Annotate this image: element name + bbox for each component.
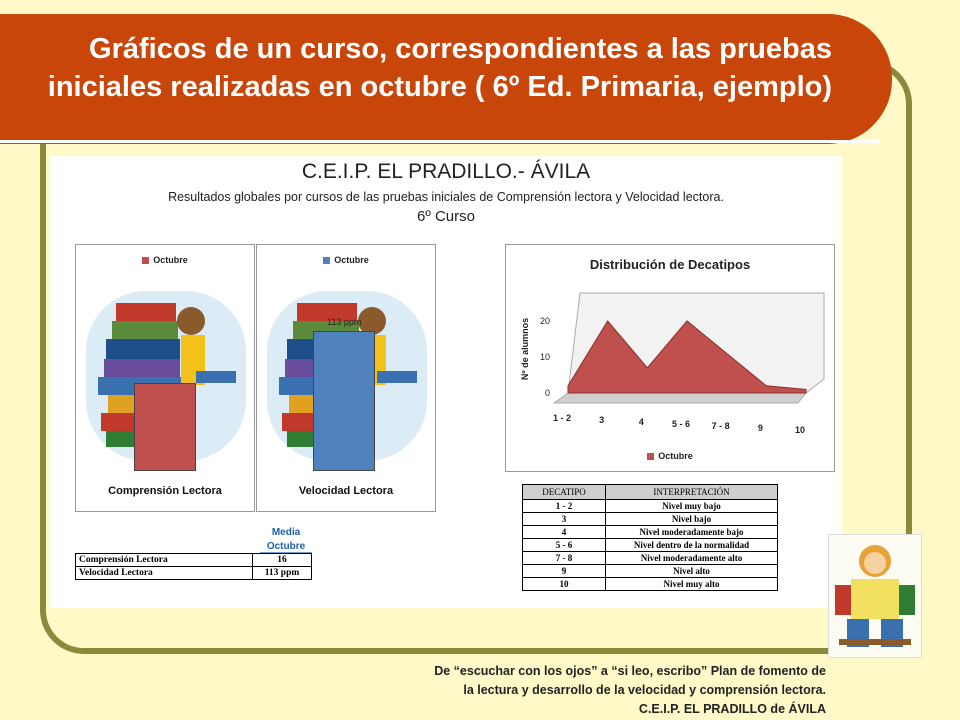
chart-legend bbox=[76, 255, 254, 265]
velocidad-category: Velocidad Lectora bbox=[298, 485, 394, 497]
comprension-bar bbox=[134, 383, 196, 471]
media-table bbox=[75, 553, 312, 580]
table-cell: Nivel moderadamente alto bbox=[606, 552, 778, 565]
table-row bbox=[76, 554, 312, 567]
x-tick-label: 5 - 6 bbox=[671, 419, 691, 429]
table-cell: Nivel moderadamente bajo bbox=[606, 526, 778, 539]
y-tick-label: 0 bbox=[544, 388, 550, 398]
chart-legend bbox=[257, 255, 435, 265]
table-cell: 5 - 6 bbox=[523, 539, 606, 552]
table-cell: Velocidad Lectora bbox=[76, 567, 253, 580]
y-tick-label: 20 bbox=[539, 316, 550, 326]
column-header: INTERPRETACIÓN bbox=[606, 485, 778, 500]
table-row bbox=[523, 526, 778, 539]
x-tick-label: 1 - 2 bbox=[552, 413, 572, 423]
y-axis-label: Nº de alumnos bbox=[520, 317, 530, 381]
column-header: DECATIPO bbox=[523, 485, 606, 500]
table-cell: Nivel muy bajo bbox=[606, 500, 778, 513]
x-tick-label: 7 - 8 bbox=[711, 421, 730, 431]
legend-swatch bbox=[647, 453, 654, 460]
velocidad-value-label: 113 ppm bbox=[327, 317, 362, 327]
report-subtitle: Resultados globales por cursos de las pruebas iniciales de Comprensión lectora y Velocidad lectora. bbox=[168, 190, 724, 204]
table-cell: 16 bbox=[253, 554, 312, 567]
table-cell: Nivel dentro de la normalidad bbox=[606, 539, 778, 552]
footer-line: De “escuchar con los ojos” a “si leo, escribo” Plan de fomento de bbox=[434, 664, 826, 678]
table-cell: 9 bbox=[523, 565, 606, 578]
decatipos-chart bbox=[505, 244, 835, 472]
comprension-chart bbox=[75, 244, 255, 512]
course-label: 6º Curso bbox=[416, 208, 475, 225]
x-tick-label: 3 bbox=[599, 415, 605, 425]
title-underline bbox=[0, 140, 880, 143]
title-banner bbox=[0, 14, 892, 144]
legend-label: Octubre bbox=[153, 255, 188, 265]
legend-swatch bbox=[142, 257, 149, 264]
table-cell: Comprensión Lectora bbox=[76, 554, 253, 567]
table-cell: 1 - 2 bbox=[523, 500, 606, 513]
decatipos-plot bbox=[506, 245, 836, 473]
table-row bbox=[523, 500, 778, 513]
velocidad-chart bbox=[256, 244, 436, 512]
table-row bbox=[523, 539, 778, 552]
media-header: Media Octubre bbox=[266, 527, 306, 552]
table-row bbox=[523, 565, 778, 578]
table-header-row bbox=[523, 485, 778, 500]
footer-line: la lectura y desarrollo de la velocidad y comprensión lectora. bbox=[463, 683, 826, 697]
table-cell: 113 ppm bbox=[253, 567, 312, 580]
table-cell: Nivel alto bbox=[606, 565, 778, 578]
legend-swatch bbox=[323, 257, 330, 264]
slide-footer bbox=[286, 662, 826, 719]
reading-child-illustration bbox=[828, 534, 922, 658]
comprension-category: Comprensión Lectora bbox=[108, 485, 222, 497]
table-cell: Nivel muy alto bbox=[606, 578, 778, 591]
x-tick-label: 9 bbox=[757, 423, 763, 433]
table-cell: 10 bbox=[523, 578, 606, 591]
decatipos-title: Distribución de Decatipos bbox=[589, 257, 751, 272]
table-row bbox=[76, 567, 312, 580]
x-tick-label: 10 bbox=[794, 425, 806, 435]
table-cell: 3 bbox=[523, 513, 606, 526]
y-tick-label: 10 bbox=[539, 352, 550, 362]
slide-title: Gráficos de un curso, correspondientes a las pruebas iniciales realizadas en octubre ( 6º Ed. Primaria, ejemplo) bbox=[47, 33, 832, 103]
table-row bbox=[523, 552, 778, 565]
x-tick-label: 4 bbox=[638, 417, 644, 427]
table-cell: 7 - 8 bbox=[523, 552, 606, 565]
plot-floor bbox=[554, 393, 806, 403]
report-panel bbox=[50, 156, 842, 608]
table-cell: 4 bbox=[523, 526, 606, 539]
table-cell: Nivel bajo bbox=[606, 513, 778, 526]
legend-label: Octubre bbox=[658, 451, 693, 461]
table-row bbox=[523, 513, 778, 526]
chart-legend bbox=[506, 451, 834, 461]
footer-line: C.E.I.P. EL PRADILLO de ÁVILA bbox=[638, 702, 826, 716]
school-heading: C.E.I.P. EL PRADILLO.- ÁVILA bbox=[301, 160, 591, 183]
velocidad-bar bbox=[313, 331, 375, 471]
legend-label: Octubre bbox=[334, 255, 369, 265]
table-row bbox=[523, 578, 778, 591]
interpretation-table bbox=[522, 484, 778, 591]
